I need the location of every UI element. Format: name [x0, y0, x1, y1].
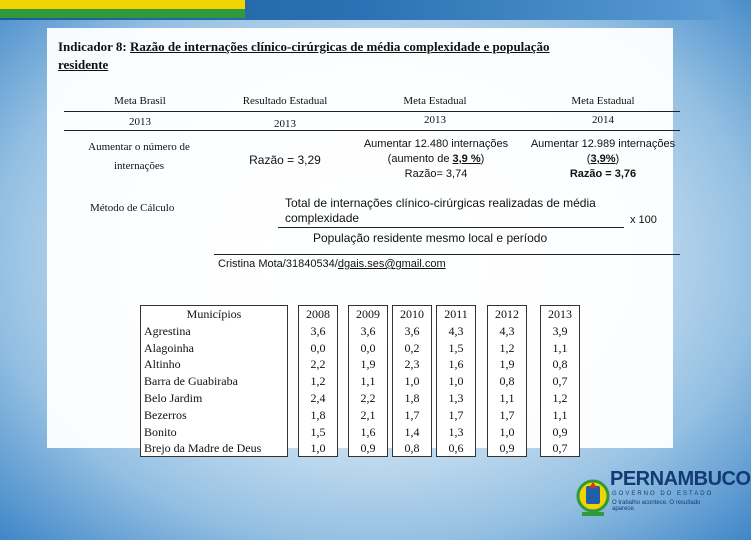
- table-cell: 2,2: [310, 357, 326, 372]
- year-header: 2011: [444, 307, 468, 321]
- table-row: Barra de Guabiraba: [144, 374, 238, 389]
- brand-name: PERNAMBUCO: [610, 468, 751, 490]
- contact-info: Cristina Mota/31840534/dgais.ses@gmail.com: [218, 258, 446, 270]
- municipios-column: [140, 305, 288, 457]
- table-cell: 0,8: [499, 374, 515, 389]
- table-row: Alagoinha: [144, 340, 194, 355]
- table-cell: 1,5: [310, 424, 326, 439]
- year-column-2012: [487, 305, 527, 457]
- table-cell: 1,8: [310, 407, 326, 422]
- table-cell: 0,6: [448, 441, 464, 456]
- table-cell: 2,3: [404, 357, 420, 372]
- table-cell: 0,0: [360, 340, 376, 355]
- page-title: Indicador 8: Razão de internações clínico-cirúrgicas de média complexidade e população residente: [58, 39, 550, 72]
- brand-tagline: O trabalho acontece. O resultado aparece.: [612, 500, 701, 512]
- table-cell: 2,4: [310, 390, 326, 405]
- metodo-calculo-label: Método de Cálculo: [90, 202, 175, 214]
- goal-meta-2014: Aumentar 12.989 internações (3,9%) Razão = 3,76: [530, 138, 676, 180]
- table-cell: 1,1: [552, 407, 568, 422]
- year-column-2009: [348, 305, 388, 457]
- table-row: Brejo da Madre de Deus: [144, 441, 262, 456]
- table-cell: 1,2: [499, 340, 515, 355]
- year-column-2008: [298, 305, 338, 457]
- table-cell: 1,9: [499, 357, 515, 372]
- header-meta-estadual-2013: Meta Estadual: [403, 95, 467, 107]
- goal-meta-brasil: Aumentar o número de internações: [88, 141, 190, 172]
- table-cell: 4,3: [499, 323, 515, 338]
- formula-multiplier: x 100: [630, 214, 657, 226]
- table-row: Bezerros: [144, 407, 187, 422]
- fraction-line: [278, 227, 624, 228]
- header-divider: [64, 111, 680, 112]
- table-cell: 0,8: [552, 357, 568, 372]
- table-cell: 1,6: [360, 424, 376, 439]
- table-row: Belo Jardim: [144, 390, 203, 405]
- header-resultado-estadual: Resultado Estadual: [242, 95, 328, 107]
- table-cell: 1,0: [310, 441, 326, 456]
- table-cell: 2,2: [360, 390, 376, 405]
- table-cell: 1,1: [360, 374, 376, 389]
- table-cell: 1,1: [499, 390, 515, 405]
- table-cell: 1,5: [448, 340, 464, 355]
- header-meta-estadual-2014: Meta Estadual: [571, 95, 635, 107]
- table-cell: 1,7: [499, 407, 515, 422]
- year-header: 2013: [548, 307, 572, 321]
- year-divider: [64, 130, 680, 131]
- table-cell: 1,1: [552, 340, 568, 355]
- table-cell: 0,7: [552, 374, 568, 389]
- goal-resultado: Razão = 3,29: [249, 153, 321, 167]
- table-cell: 0,0: [310, 340, 326, 355]
- table-cell: 1,7: [404, 407, 420, 422]
- formula-denominator: População residente mesmo local e período: [313, 231, 548, 245]
- table-cell: 1,0: [499, 424, 515, 439]
- yellow-stripe: [0, 0, 245, 9]
- table-cell: 1,6: [448, 357, 464, 372]
- formula-numerator: Total de internações clínico-cirúrgicas realizadas de média complexidade: [285, 196, 596, 225]
- year-meta-2013: 2013: [424, 114, 446, 126]
- municipios-header: Municípios: [186, 307, 242, 321]
- table-cell: 1,0: [404, 374, 420, 389]
- table-cell: 3,9: [552, 323, 568, 338]
- table-cell: 1,2: [310, 374, 326, 389]
- table-cell: 0,9: [499, 441, 515, 456]
- table-row: Bonito: [144, 424, 177, 439]
- table-cell: 3,6: [360, 323, 376, 338]
- table-cell: 1,7: [448, 407, 464, 422]
- header-meta-brasil: Meta Brasil: [114, 95, 166, 107]
- brand-subtitle: GOVERNO DO ESTADO: [612, 491, 714, 497]
- table-cell: 1,0: [448, 374, 464, 389]
- year-meta-2014: 2014: [592, 114, 614, 126]
- contact-divider: [214, 254, 680, 255]
- table-cell: 0,7: [552, 441, 568, 456]
- goal-meta-2013: Aumentar 12.480 internações (aumento de 3,9 %) Razão= 3,74: [363, 138, 509, 180]
- year-header: 2008: [306, 307, 330, 321]
- table-cell: 3,6: [404, 323, 420, 338]
- table-cell: 1,2: [552, 390, 568, 405]
- table-cell: 1,8: [404, 390, 420, 405]
- table-cell: 1,3: [448, 424, 464, 439]
- year-header: 2009: [356, 307, 380, 321]
- table-row: Agrestina: [144, 323, 191, 338]
- year-column-2010: [392, 305, 432, 457]
- table-cell: 3,6: [310, 323, 326, 338]
- table-cell: 0,8: [404, 441, 420, 456]
- contact-email-link[interactable]: dgais.ses@gmail.com: [337, 258, 446, 270]
- table-cell: 1,9: [360, 357, 376, 372]
- table-cell: 2,1: [360, 407, 376, 422]
- year-column-2011: [436, 305, 476, 457]
- table-cell: 0,2: [404, 340, 420, 355]
- table-cell: 1,4: [404, 424, 420, 439]
- year-meta-brasil: 2013: [129, 116, 151, 128]
- coat-of-arms-icon: [578, 481, 608, 516]
- table-row: Altinho: [144, 357, 181, 372]
- green-stripe: [0, 9, 245, 18]
- table-cell: 1,3: [448, 390, 464, 405]
- table-cell: 4,3: [448, 323, 464, 338]
- year-header: 2012: [495, 307, 519, 321]
- table-cell: 0,9: [552, 424, 568, 439]
- year-header: 2010: [400, 307, 424, 321]
- year-column-2013: [540, 305, 580, 457]
- table-cell: 0,9: [360, 441, 376, 456]
- year-resultado: 2013: [274, 118, 296, 130]
